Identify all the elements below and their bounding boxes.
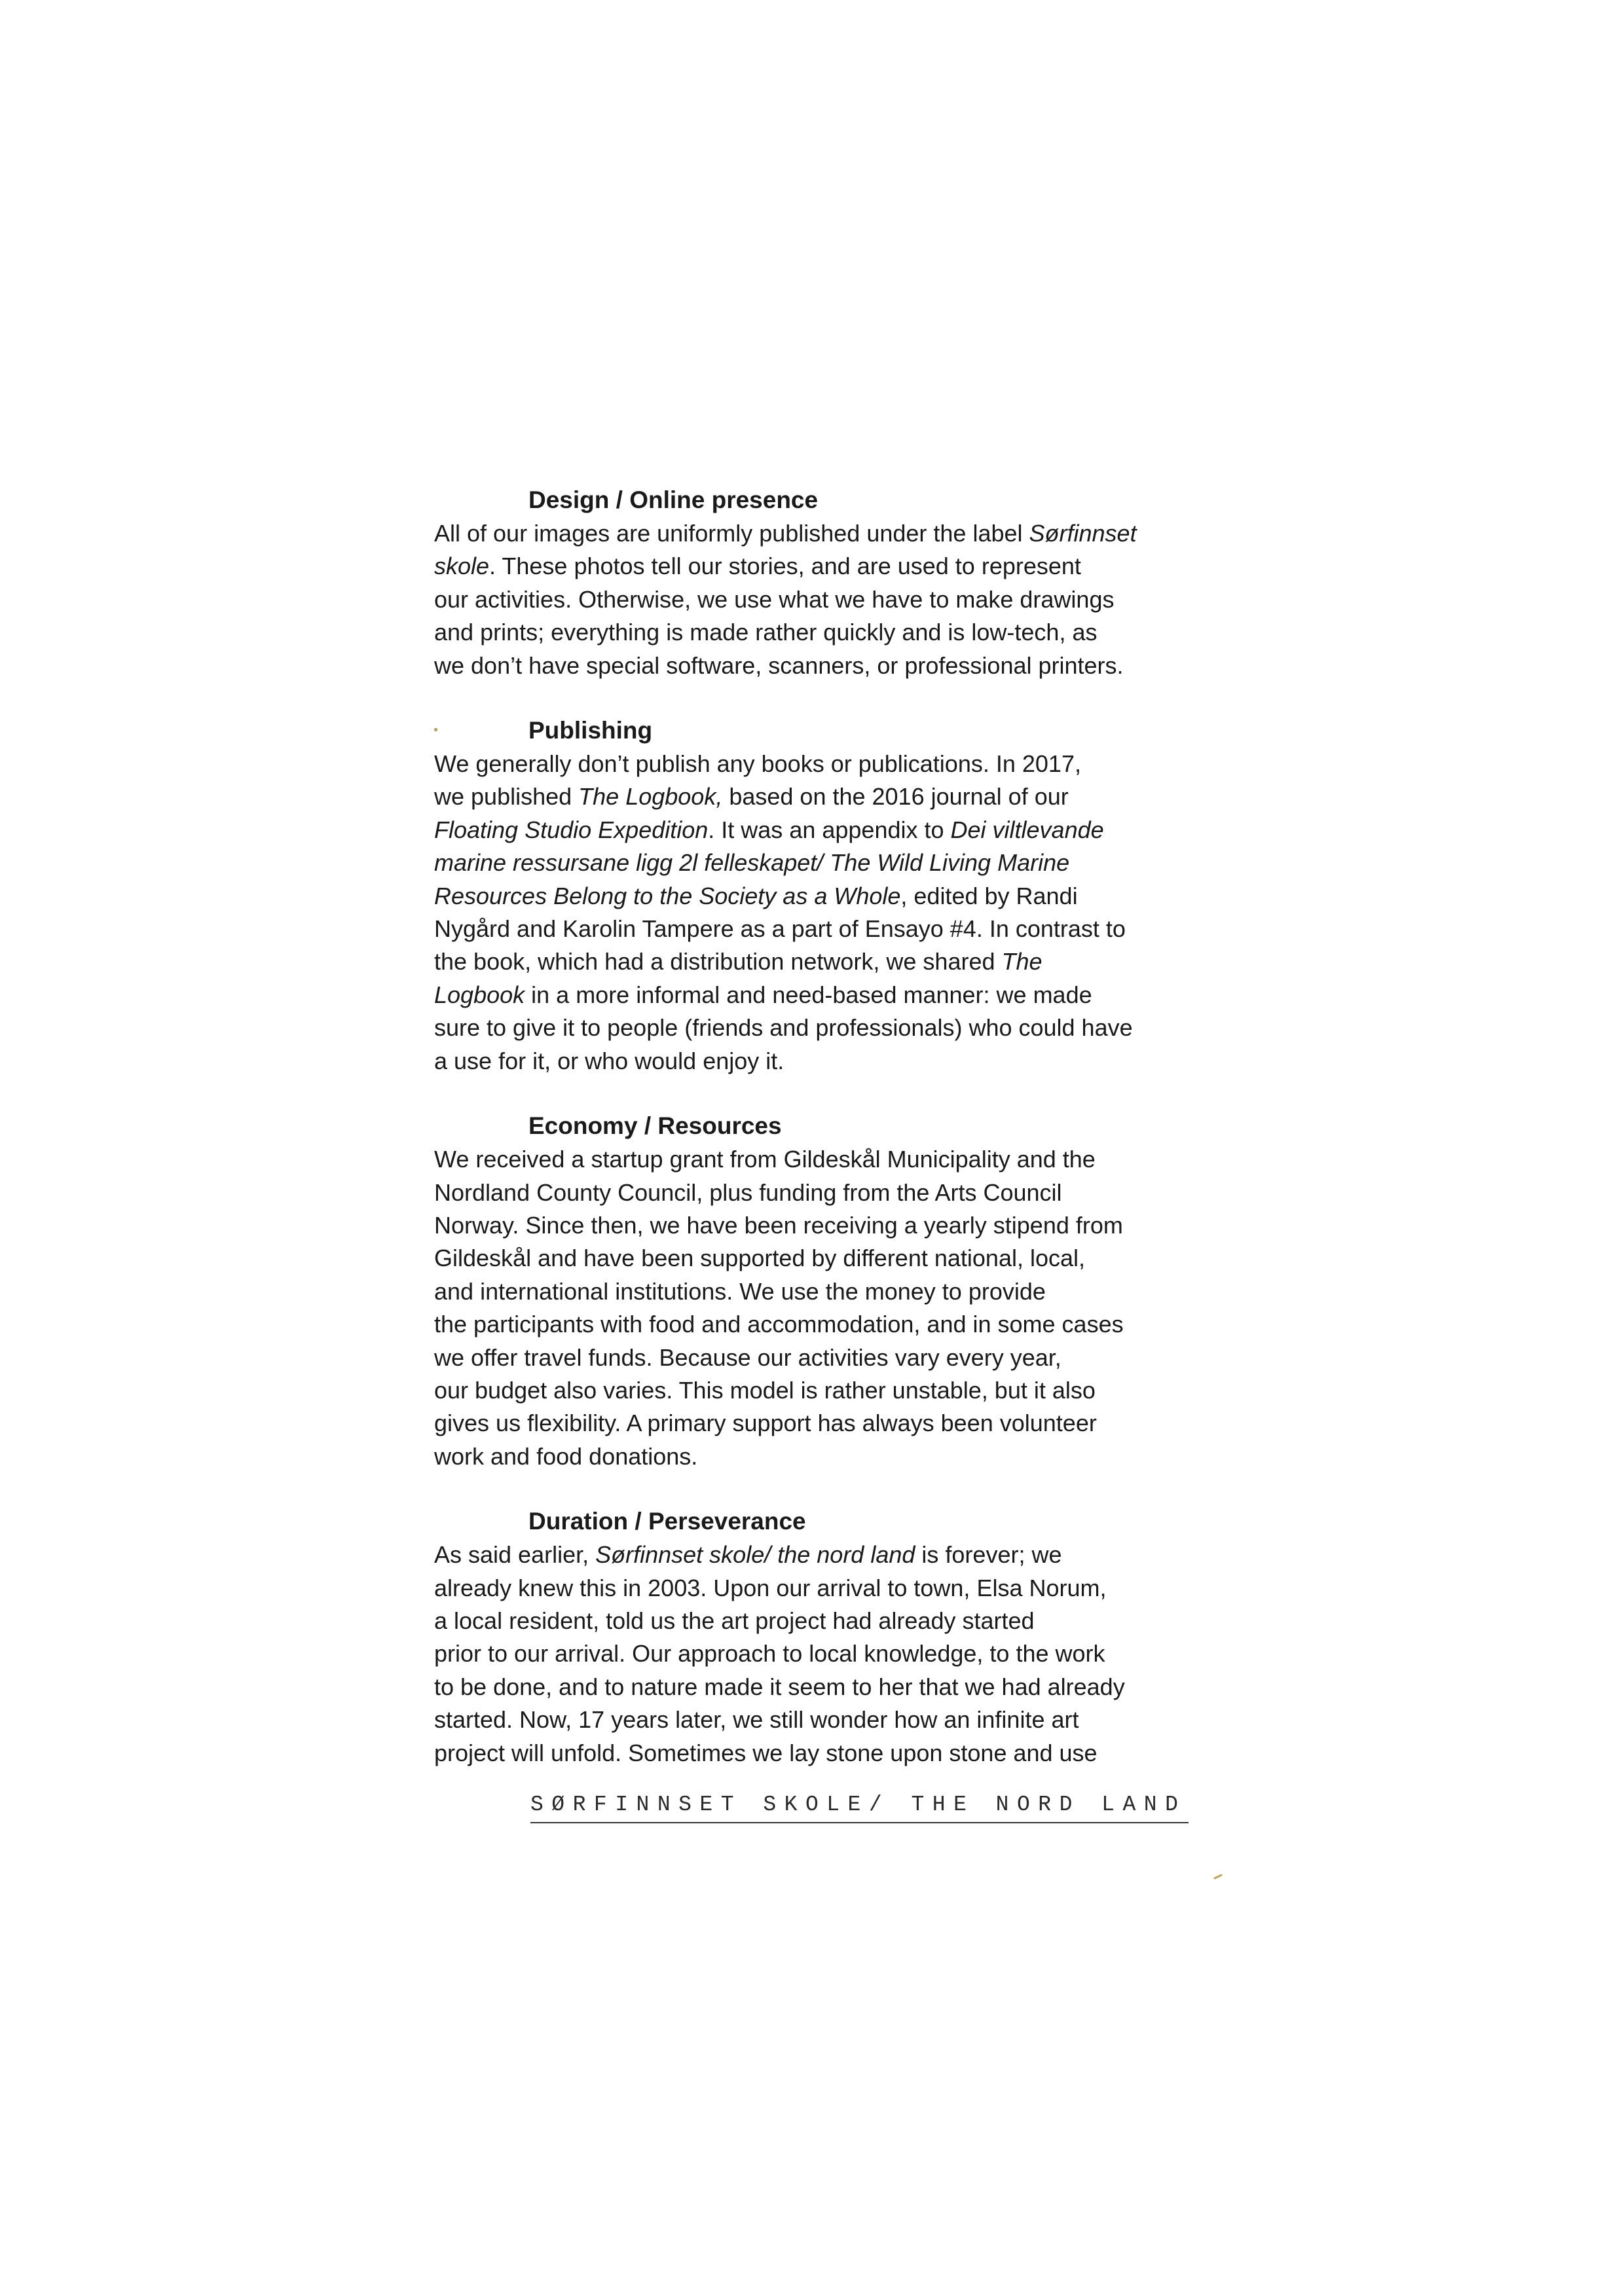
text-line — [434, 517, 1207, 550]
text-line — [434, 780, 1207, 813]
text-run: our activities. Otherwise, we use what we have to make drawings — [434, 585, 1115, 613]
paper-speck — [1213, 1874, 1223, 1880]
text-run: and prints; everything is made rather quickly and is low-tech, as — [434, 619, 1098, 646]
text-run: work and food donations. — [434, 1442, 698, 1470]
text-run: As said earlier, — [434, 1541, 596, 1569]
text-run: based on the 2016 journal of our — [722, 783, 1069, 811]
text-line — [434, 1242, 1207, 1275]
text-run: . These photos tell our stories, and are used to represent — [489, 553, 1081, 580]
text-run: Norway. Since then, we have been receiving a yearly stipend from — [434, 1211, 1123, 1239]
text-run: project will unfold. Sometimes we lay stone upon stone and use — [434, 1739, 1098, 1766]
text-run: a use for it, or who would enjoy it. — [434, 1047, 784, 1074]
text-run: Gildeskål and have been supported by different national, local, — [434, 1245, 1086, 1272]
text-line — [434, 979, 1207, 1011]
text-run: already knew this in 2003. Upon our arrival to town, Elsa Norum, — [434, 1574, 1107, 1601]
text-line — [434, 1572, 1207, 1605]
text-run: started. Now, 17 years later, we still wonder how an infinite art — [434, 1706, 1079, 1734]
text-line — [434, 1011, 1207, 1044]
text-run: the participants with food and accommodation, and in some cases — [434, 1311, 1124, 1338]
text-run: gives us flexibility. A primary support has always been volunteer — [434, 1410, 1097, 1437]
text-line — [434, 1209, 1207, 1242]
text-line — [434, 1275, 1207, 1308]
text-line — [434, 1374, 1207, 1407]
text-run: the book, which had a distribution network, we shared — [434, 948, 1002, 975]
text-run: We received a startup grant from Gildeskål Municipality and the — [434, 1146, 1096, 1173]
text-line — [434, 1308, 1207, 1341]
text-line — [434, 616, 1207, 649]
italic-title: Sørfinnset — [1029, 520, 1137, 547]
text-run: is forever; we — [915, 1541, 1062, 1569]
text-run: All of our images are uniformly published under the label — [434, 520, 1029, 547]
italic-title: skole — [434, 553, 490, 580]
text-run: sure to give it to people (friends and professionals) who could have — [434, 1014, 1133, 1042]
text-run: a local resident, told us the art project had already started — [434, 1607, 1035, 1634]
text-line — [434, 748, 1207, 780]
paper-speck — [434, 728, 437, 731]
text-line — [434, 1176, 1207, 1209]
text-line — [434, 1671, 1207, 1704]
section-paragraph — [434, 517, 1207, 682]
text-line — [434, 1440, 1207, 1473]
text-line — [434, 1045, 1207, 1078]
text-run: . It was an appendix to — [708, 816, 951, 843]
text-run: and international institutions. We use the money to provide — [434, 1277, 1046, 1305]
text-line — [434, 1143, 1207, 1176]
text-line — [434, 814, 1207, 847]
text-line — [434, 550, 1207, 583]
text-line — [434, 1407, 1207, 1440]
section-heading: Design / Online presence — [528, 486, 819, 513]
text-run: our budget also varies. This model is rather unstable, but it also — [434, 1376, 1096, 1404]
running-footer: SØRFINNSET SKOLE/ THE NORD LAND — [530, 1791, 1189, 1823]
text-run: we offer travel funds. Because our activities vary every year, — [434, 1343, 1061, 1371]
italic-title: The — [1001, 948, 1043, 975]
italic-title: marine ressursane ligg 2l felleskapet/ The Wild Living Marine — [434, 849, 1070, 877]
text-run: in a more informal and need-based manner: we made — [525, 981, 1092, 1008]
text-run: we don’t have special software, scanners, or professional printers. — [434, 651, 1124, 679]
text-line — [434, 1341, 1207, 1374]
section — [434, 483, 1207, 682]
text-line — [434, 1539, 1207, 1571]
italic-title: Dei viltlevande — [950, 816, 1104, 843]
text-line — [434, 649, 1207, 682]
section-paragraph — [434, 748, 1207, 1078]
text-line — [434, 847, 1207, 879]
section-heading: Duration / Perseverance — [528, 1508, 806, 1535]
text-line — [434, 1737, 1207, 1770]
text-run: We generally don’t publish any books or publications. In 2017, — [434, 750, 1081, 778]
text-run: Nygård and Karolin Tampere as a part of Ensayo #4. In contrast to — [434, 915, 1126, 943]
text-line — [434, 583, 1207, 616]
section-paragraph — [434, 1143, 1207, 1473]
italic-title: Resources Belong to the Society as a Whole — [434, 882, 901, 909]
section — [434, 1109, 1207, 1473]
section-heading: Publishing — [528, 717, 653, 744]
text-run: prior to our arrival. Our approach to local knowledge, to the work — [434, 1640, 1105, 1667]
text-run: , edited by Randi — [900, 882, 1078, 909]
text-column — [434, 483, 1207, 1801]
italic-title: Logbook — [434, 981, 525, 1008]
italic-title: The Logbook, — [578, 783, 723, 811]
text-run: Nordland County Council, plus funding from the Arts Council — [434, 1178, 1062, 1206]
text-line — [434, 1704, 1207, 1736]
section-heading: Economy / Resources — [528, 1112, 782, 1140]
text-line — [434, 1637, 1207, 1670]
italic-title: Floating Studio Expedition — [434, 816, 709, 843]
text-line — [434, 880, 1207, 913]
text-line — [434, 913, 1207, 945]
section-paragraph — [434, 1539, 1207, 1770]
section — [434, 714, 1207, 1078]
text-run: we published — [434, 783, 579, 811]
text-run: to be done, and to nature made it seem to her that we had already — [434, 1673, 1125, 1700]
text-line — [434, 1605, 1207, 1637]
italic-title: Sørfinnset skole/ the nord land — [595, 1541, 915, 1569]
text-line — [434, 945, 1207, 978]
section — [434, 1504, 1207, 1770]
